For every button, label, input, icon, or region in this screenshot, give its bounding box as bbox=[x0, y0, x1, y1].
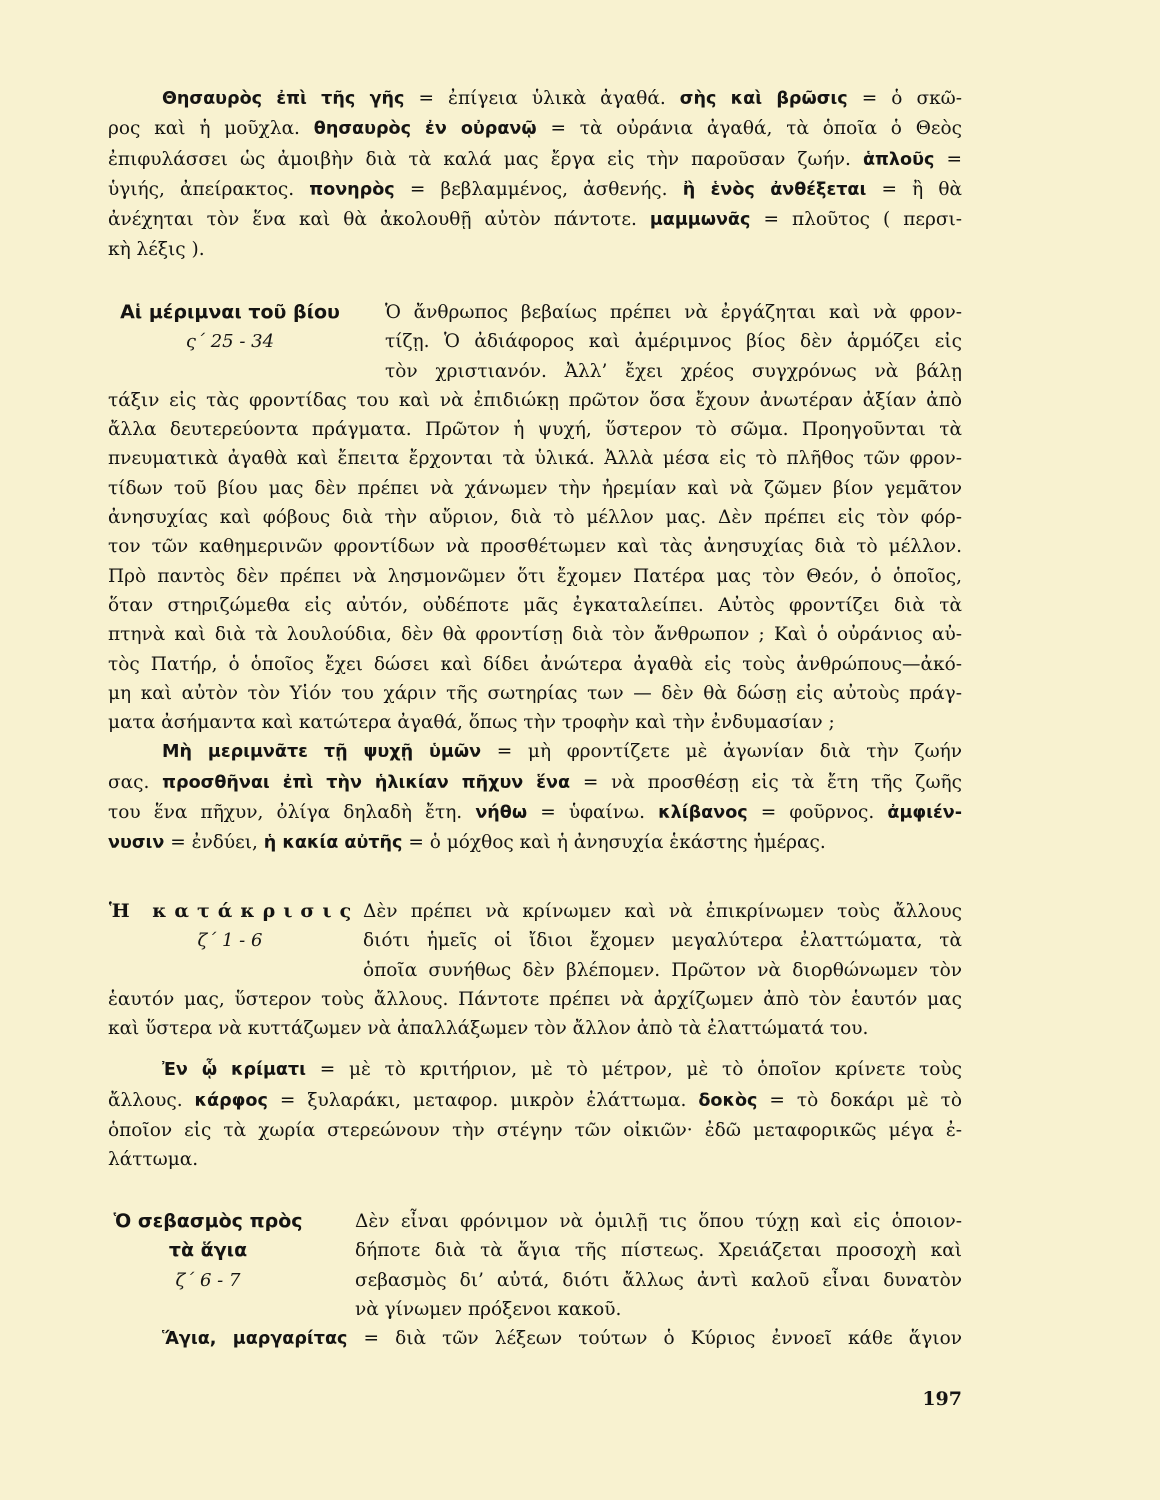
text-line bbox=[108, 1055, 962, 1085]
text-line bbox=[108, 114, 962, 144]
text-run: Δὲν πρέπει νὰ κρίνωμεν καὶ νὰ ἐπικρίνωμεν τοὺς ἄλλους bbox=[363, 901, 962, 922]
section-opening bbox=[108, 298, 962, 386]
text-run: = bbox=[934, 148, 962, 170]
glossary-term: δοκὸς bbox=[698, 1090, 758, 1111]
text-line bbox=[385, 357, 962, 386]
text-run: διότι ἡμεῖς οἱ ἴδιοι ἔχομεν μεγαλύτερα ἐλαττώματα, τὰ bbox=[363, 930, 962, 952]
text-run: = ξυλαράκι, μεταφορ. μικρὸν ἐλάττωμα. bbox=[267, 1089, 699, 1111]
glossary-term: Ἅγια, μαργαρίτας bbox=[162, 1329, 348, 1350]
glossary-term: Θησαυρὸς ἐπὶ τῆς γῆς bbox=[162, 89, 405, 109]
glossary-term: ἀμφιέν- bbox=[887, 803, 962, 824]
text-run: σας. bbox=[108, 771, 163, 793]
text-line bbox=[108, 679, 962, 708]
chapter-reference: ς΄ 25 - 34 bbox=[185, 331, 275, 353]
text-line bbox=[108, 474, 962, 503]
glossary-term: ἢ ἑνὸς ἀνθέξεται bbox=[682, 179, 867, 200]
section-opening bbox=[108, 897, 962, 985]
text-run: σεβασμὸς δι’ αὐτά, διότι ἄλλως ἀντὶ καλοῦ εἶναι δυνατὸν bbox=[355, 1269, 962, 1291]
text-line bbox=[108, 145, 962, 175]
glossary-term: μαμμωνᾶς bbox=[649, 210, 751, 231]
text-run: = τὰ οὐράνια ἀγαθά, τὰ ὁποῖα ὁ Θεὸς bbox=[536, 118, 962, 140]
section-text-beside-heading bbox=[385, 298, 962, 386]
text-run: ἄλλους. bbox=[108, 1089, 195, 1111]
text-run: ματα ἀσήμαντα καὶ κατώτερα ἀγαθά, ὅπως τὴν τροφὴν καὶ τὴν ἐνδυμασίαν ; bbox=[108, 712, 835, 734]
section-opening bbox=[108, 1207, 962, 1324]
chapter-reference: ζ΄ 1 - 6 bbox=[197, 930, 263, 952]
glossary-term: νήθω bbox=[475, 803, 528, 824]
text-line bbox=[108, 235, 962, 264]
section-heading bbox=[108, 1207, 308, 1295]
section-heading bbox=[108, 298, 352, 357]
text-line bbox=[108, 84, 962, 114]
section-heading bbox=[108, 897, 360, 956]
text-run: = ἐπίγεια ὑλικὰ ἀγαθά. bbox=[404, 88, 680, 109]
text-line bbox=[108, 591, 962, 620]
text-line bbox=[355, 1207, 962, 1236]
section-title: Ὁ σεβασμὸς πρὸς bbox=[113, 1210, 303, 1232]
text-run: ἄλλα δευτερεύοντα πράγματα. Πρῶτον ἡ ψυχή, ὕστερον τὸ σῶμα. Προηγοῦνται τὰ bbox=[108, 419, 962, 441]
text-run: ρος καὶ ἡ μοῦχλα. bbox=[108, 118, 314, 140]
text-run: = ὁ μόχθος καὶ ἡ ἀνησυχία ἑκάστης ἡμέρας. bbox=[402, 832, 826, 854]
text-line bbox=[108, 386, 962, 415]
text-run: μη καὶ αὐτὸν τὸν Υἱόν του χάριν τῆς σωτηρίας των — δὲν θὰ δώσῃ εἰς αὐτοὺς πράγ- bbox=[108, 682, 962, 704]
text-line bbox=[363, 926, 962, 955]
text-run: ὁποῖα συνήθως δὲν βλέπομεν. Πρῶτον νὰ διορθώνωμεν τὸν bbox=[363, 959, 962, 981]
text-run: δήποτε διὰ τὰ ἅγια τῆς πίστεως. Χρειάζεται προσοχὴ καὶ bbox=[355, 1240, 962, 1262]
glossary-term: Ἐν ᾧ κρίματι bbox=[162, 1060, 306, 1081]
section-text-beside-heading bbox=[355, 1207, 962, 1324]
text-run: τίζῃ. Ὁ ἀδιάφορος καὶ ἀμέριμνος βίος δὲν ἁρμόζει εἰς bbox=[385, 331, 962, 353]
glossary-term: προσθῆναι ἐπὶ τὴν ἡλικίαν πῆχυν ἕνα bbox=[162, 772, 571, 793]
glossary-term: σὴς καὶ βρῶσις bbox=[679, 89, 848, 109]
text-run: = τὸ δοκάρι μὲ τὸ bbox=[757, 1089, 962, 1111]
chapter-reference: ζ΄ 6 - 7 bbox=[175, 1269, 241, 1291]
text-line bbox=[385, 327, 962, 356]
text-run: = φοῦρνος. bbox=[747, 802, 888, 824]
text-run: ἀνησυχίας καὶ φόβους διὰ τὴν αὔριον, διὰ τὸ μέλλον μας. Δὲν πρέπει εἰς τὸν φόρ- bbox=[108, 507, 962, 529]
text-run: = νὰ προσθέσῃ εἰς τὰ ἔτη τῆς ζωῆς bbox=[570, 771, 962, 793]
text-run: Ὁ ἄνθρωπος βεβαίως πρέπει νὰ ἐργάζηται καὶ νὰ φρον- bbox=[385, 302, 962, 323]
text-run: ἑαυτόν μας, ὕστερον τοὺς ἄλλους. Πάντοτε πρέπει νὰ ἀρχίζωμεν ἀπὸ τὸν ἑαυτόν μας bbox=[108, 988, 962, 1010]
glossary-term: ἁπλοῦς bbox=[862, 149, 935, 170]
glossary-paragraph bbox=[108, 737, 962, 858]
text-run: Δὲν εἶναι φρόνιμον νὰ ὁμιλῇ τις ὅπου τύχῃ καὶ εἰς ὁποιον- bbox=[355, 1211, 962, 1232]
text-run: = διὰ τῶν λέξεων τούτων ὁ Κύριος ἐννοεῖ κάθε ἅγιον bbox=[347, 1328, 962, 1350]
text-run: τον τῶν καθημερινῶν φροντίδων νὰ προσθέτωμεν καὶ τὰς ἀνησυχίας διὰ τὸ μέλλον. bbox=[108, 536, 962, 558]
text-run: τὸς Πατήρ, ὁ ὁποῖος ἔχει δώσει καὶ δίδει ἀνώτερα ἀγαθὰ εἰς τοὺς ἀνθρώπους—ἀκό- bbox=[108, 653, 962, 675]
text-line bbox=[108, 708, 962, 737]
glossary-term: ἡ κακία αὐτῆς bbox=[263, 833, 403, 854]
text-run: τάξιν εἰς τὰς φροντίδας του καὶ νὰ ἐπιδιώκῃ πρῶτον ὅσα ἔχουν ἀνωτέραν ἀξίαν ἀπὸ bbox=[108, 389, 962, 411]
text-run: λάττωμα. bbox=[108, 1149, 199, 1171]
text-line bbox=[108, 620, 962, 649]
text-run: τίδων τοῦ βίου μας δὲν πρέπει νὰ χάνωμεν τὴν ἠρεμίαν καὶ νὰ ζῶμεν βίον γεμᾶτον bbox=[108, 477, 962, 499]
text-run: πνευματικὰ ἀγαθὰ καὶ ἔπειτα ἔρχονται τὰ ὑλικά. Ἀλλὰ μέσα εἰς τὸ πλῆθος τῶν φρον- bbox=[108, 448, 962, 470]
section-cares-of-life bbox=[108, 298, 962, 859]
text-line bbox=[108, 828, 962, 858]
text-line bbox=[108, 1086, 962, 1116]
text-run: = ὁ σκῶ- bbox=[847, 88, 962, 109]
section-title: Ἡ κατάκρισις bbox=[108, 900, 360, 922]
text-line bbox=[363, 956, 962, 985]
text-line bbox=[108, 532, 962, 561]
text-line bbox=[108, 503, 962, 532]
text-line bbox=[108, 415, 962, 444]
text-line bbox=[108, 768, 962, 798]
text-run: = ἐνδύει, bbox=[164, 832, 264, 854]
section-text-beside-heading bbox=[363, 897, 962, 985]
text-run: Πρὸ παντὸς δὲν πρέπει νὰ λησμονῶμεν ὅτι ἔχομεν Πατέρα μας τὸν Θεόν, ὁ ὁποῖος, bbox=[108, 565, 962, 587]
text-run: ἀνέχηται τὸν ἕνα καὶ θὰ ἀκολουθῇ αὐτὸν πάντοτε. bbox=[108, 209, 650, 231]
glossary-paragraph bbox=[108, 1324, 962, 1354]
text-line bbox=[108, 1014, 962, 1043]
section-text bbox=[108, 985, 962, 1044]
text-run: = πλοῦτος ( περσι- bbox=[750, 209, 962, 231]
section-reverence-for-holy bbox=[108, 1207, 962, 1354]
section-title-continued: τὰ ἅγια bbox=[168, 1239, 248, 1262]
text-line bbox=[355, 1266, 962, 1295]
text-run: = ἢ θὰ bbox=[866, 178, 963, 200]
text-run: ἐπιφυλάσσει ὡς ἀμοιβὴν διὰ τὰ καλά μας ἔργα εἰς τὴν παροῦσαν ζωήν. bbox=[108, 148, 863, 170]
text-run: ὁποῖον εἰς τὰ χωρία στερεώνουν τὴν στέγην τῶν οἰκιῶν· ἐδῶ μεταφορικῶς μέγα ἐ- bbox=[108, 1120, 962, 1142]
intro-glossary-paragraph bbox=[108, 84, 962, 265]
text-line bbox=[108, 205, 962, 235]
text-line bbox=[385, 298, 962, 327]
glossary-term: πονηρὸς bbox=[309, 179, 395, 200]
text-run: ὑγιής, ἀπείρακτος. bbox=[108, 178, 310, 200]
section-text bbox=[108, 386, 962, 738]
text-line bbox=[108, 1116, 962, 1145]
glossary-term: νυσιν bbox=[108, 833, 165, 854]
text-line bbox=[108, 1145, 962, 1174]
text-line bbox=[108, 650, 962, 679]
text-run: = μὲ τὸ κριτήριον, μὲ τὸ μέτρον, μὲ τὸ ὁποῖον κρίνετε τοὺς bbox=[306, 1059, 962, 1081]
text-run: νὰ γίνωμεν πρόξενοι κακοῦ. bbox=[355, 1298, 622, 1320]
text-line bbox=[108, 175, 962, 205]
text-run: = βεβλαμμένος, ἀσθενής. bbox=[394, 178, 683, 200]
text-line bbox=[108, 985, 962, 1014]
text-line bbox=[108, 798, 962, 828]
text-run: = ὑφαίνω. bbox=[527, 802, 659, 824]
page-number: 197 bbox=[922, 1388, 962, 1410]
glossary-term: κλίβανος bbox=[658, 803, 748, 824]
glossary-term: Μὴ μεριμνᾶτε τῇ ψυχῇ ὑμῶν bbox=[162, 742, 482, 763]
text-line bbox=[355, 1236, 962, 1265]
text-run: κὴ λέξις ). bbox=[108, 239, 205, 261]
text-run: του ἕνα πῆχυν, ὀλίγα δηλαδὴ ἔτη. bbox=[108, 802, 476, 824]
text-line bbox=[108, 562, 962, 591]
text-run: = μὴ φροντίζετε μὲ ἀγωνίαν διὰ τὴν ζωήν bbox=[481, 741, 962, 763]
text-line bbox=[108, 444, 962, 473]
section-title: Αἱ μέριμναι τοῦ βίου bbox=[120, 301, 340, 323]
section-judging bbox=[108, 897, 962, 1175]
text-run: πτηνὰ καὶ διὰ τὰ λουλούδια, δὲν θὰ φροντίσῃ διὰ τὸν ἄνθρωπον ; Καὶ ὁ οὐράνιος αὐ- bbox=[108, 624, 962, 646]
glossary-term: κάρφος bbox=[194, 1090, 268, 1111]
glossary-term: θησαυρὸς ἐν οὐρανῷ bbox=[313, 119, 537, 140]
text-run: ὅταν στηριζώμεθα εἰς αὐτόν, οὐδέποτε μᾶς ἐγκαταλείπει. Αὐτὸς φροντίζει διὰ τὰ bbox=[108, 594, 962, 616]
text-line bbox=[108, 737, 962, 767]
text-line bbox=[363, 897, 962, 926]
text-line bbox=[108, 1324, 962, 1354]
text-run: καὶ ὕστερα νὰ κυττάζωμεν νὰ ἀπαλλάξωμεν τὸν ἄλλον ἀπὸ τὰ ἐλαττώματά του. bbox=[108, 1018, 869, 1040]
text-line bbox=[355, 1295, 962, 1324]
glossary-paragraph bbox=[108, 1055, 962, 1174]
text-run: τὸν χριστιανόν. Ἀλλ’ ἔχει χρέος συγχρόνως νὰ βάλῃ bbox=[385, 360, 962, 382]
